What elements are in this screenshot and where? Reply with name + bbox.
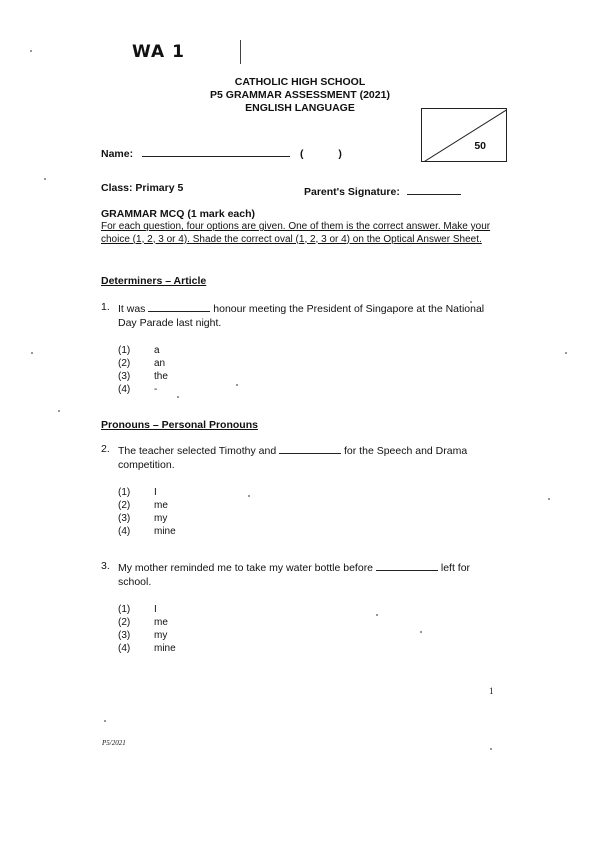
scan-speck <box>104 720 106 722</box>
option-text: my <box>154 630 168 641</box>
option-number: (3) <box>118 371 131 382</box>
option-text: me <box>154 617 168 628</box>
question-text-before: It was <box>118 303 146 315</box>
parent-signature-field <box>304 182 461 200</box>
scan-speck <box>58 410 60 412</box>
footer-code: P5/2021 <box>102 739 126 747</box>
option-number: (2) <box>118 617 131 628</box>
options-list <box>118 486 498 538</box>
question-text-after: left for school. <box>118 562 471 588</box>
option-number: (2) <box>118 500 131 511</box>
question-number: 3. <box>101 560 110 572</box>
option-number: (4) <box>118 643 131 654</box>
register-bracket-close: ) <box>338 148 342 160</box>
scan-speck <box>44 178 46 180</box>
question-text <box>118 560 498 589</box>
option <box>118 370 498 383</box>
option-text: mine <box>154 526 176 537</box>
option <box>118 383 498 396</box>
option-number: (1) <box>118 487 131 498</box>
scan-speck <box>248 495 250 497</box>
scan-speck <box>376 614 378 616</box>
question-text <box>118 301 498 330</box>
scan-speck <box>470 301 472 303</box>
scan-speck <box>30 50 32 52</box>
parent-signature-label: Parent's Signature: <box>304 186 400 198</box>
score-diagonal <box>422 109 507 162</box>
school-name: CATHOLIC HIGH SCHOOL <box>234 76 366 88</box>
name-blank <box>142 156 290 157</box>
question-text-after: honour meeting the President of Singapore at the National Day Parade last night. <box>118 303 485 329</box>
option <box>118 499 498 512</box>
scan-speck <box>236 384 238 386</box>
option-number: (3) <box>118 513 131 524</box>
option-text: mine <box>154 643 176 654</box>
scan-speck <box>490 748 492 750</box>
answer-blank <box>148 301 210 312</box>
page-number: 1 <box>489 686 494 696</box>
option <box>118 357 498 370</box>
scan-speck <box>548 498 550 500</box>
question-text-before: My mother reminded me to take my water bottle before <box>118 562 374 574</box>
question-number: 2. <box>101 443 110 455</box>
question-3 <box>101 560 498 655</box>
scan-speck <box>177 396 179 398</box>
option-number: (4) <box>118 526 131 537</box>
option <box>118 525 498 538</box>
class-label: Class: Primary 5 <box>101 182 184 194</box>
scan-speck <box>31 352 33 354</box>
option <box>118 642 498 655</box>
pen-mark <box>240 40 241 64</box>
subject-title: ENGLISH LANGUAGE <box>245 102 355 114</box>
option-number: (3) <box>118 630 131 641</box>
part-title-article: Determiners – Article <box>101 275 207 287</box>
register-bracket-open: ( <box>300 148 304 160</box>
option-text: a <box>154 345 160 356</box>
options-list <box>118 344 498 396</box>
option <box>118 629 498 642</box>
answer-blank <box>376 560 438 571</box>
assessment-title: P5 GRAMMAR ASSESSMENT (2021) <box>210 89 390 101</box>
scan-speck <box>420 631 422 633</box>
score-box <box>421 108 507 162</box>
question-text-after: for the Speech and Drama competition. <box>118 445 468 471</box>
option-number: (1) <box>118 604 131 615</box>
score-total: 50 <box>474 140 486 152</box>
question-text-before: The teacher selected Timothy and <box>118 445 277 457</box>
option-text: the <box>154 371 168 382</box>
option-number: (4) <box>118 384 131 395</box>
answer-blank <box>279 443 341 454</box>
name-field <box>101 144 361 162</box>
section-title: GRAMMAR MCQ (1 mark each) <box>101 208 256 220</box>
part-title-pronouns: Pronouns – Personal Pronouns <box>101 419 258 431</box>
question-text <box>118 443 498 472</box>
name-label: Name: <box>101 148 134 160</box>
question-2 <box>101 443 498 538</box>
question-1 <box>101 301 498 396</box>
parent-signature-blank <box>407 194 461 195</box>
section-instructions: For each question, four options are given. One of them is the correct answer. Make your choice (1, 2, 3 or 4). Shade the correct oval (1, 2, 3 or 4) on the Optical Answer Sheet. <box>101 221 491 245</box>
option-number: (1) <box>118 345 131 356</box>
option <box>118 616 498 629</box>
question-number: 1. <box>101 301 110 313</box>
scan-speck <box>565 352 567 354</box>
option <box>118 512 498 525</box>
option-text: I <box>154 487 157 498</box>
option-text: - <box>154 384 158 395</box>
option <box>118 603 498 616</box>
option <box>118 486 498 499</box>
options-list <box>118 603 498 655</box>
option-number: (2) <box>118 358 131 369</box>
option-text: me <box>154 500 168 511</box>
option-text: an <box>154 358 166 369</box>
option-text: my <box>154 513 168 524</box>
option-text: I <box>154 604 157 615</box>
handwritten-label: WA 1 <box>132 42 185 62</box>
option <box>118 344 498 357</box>
